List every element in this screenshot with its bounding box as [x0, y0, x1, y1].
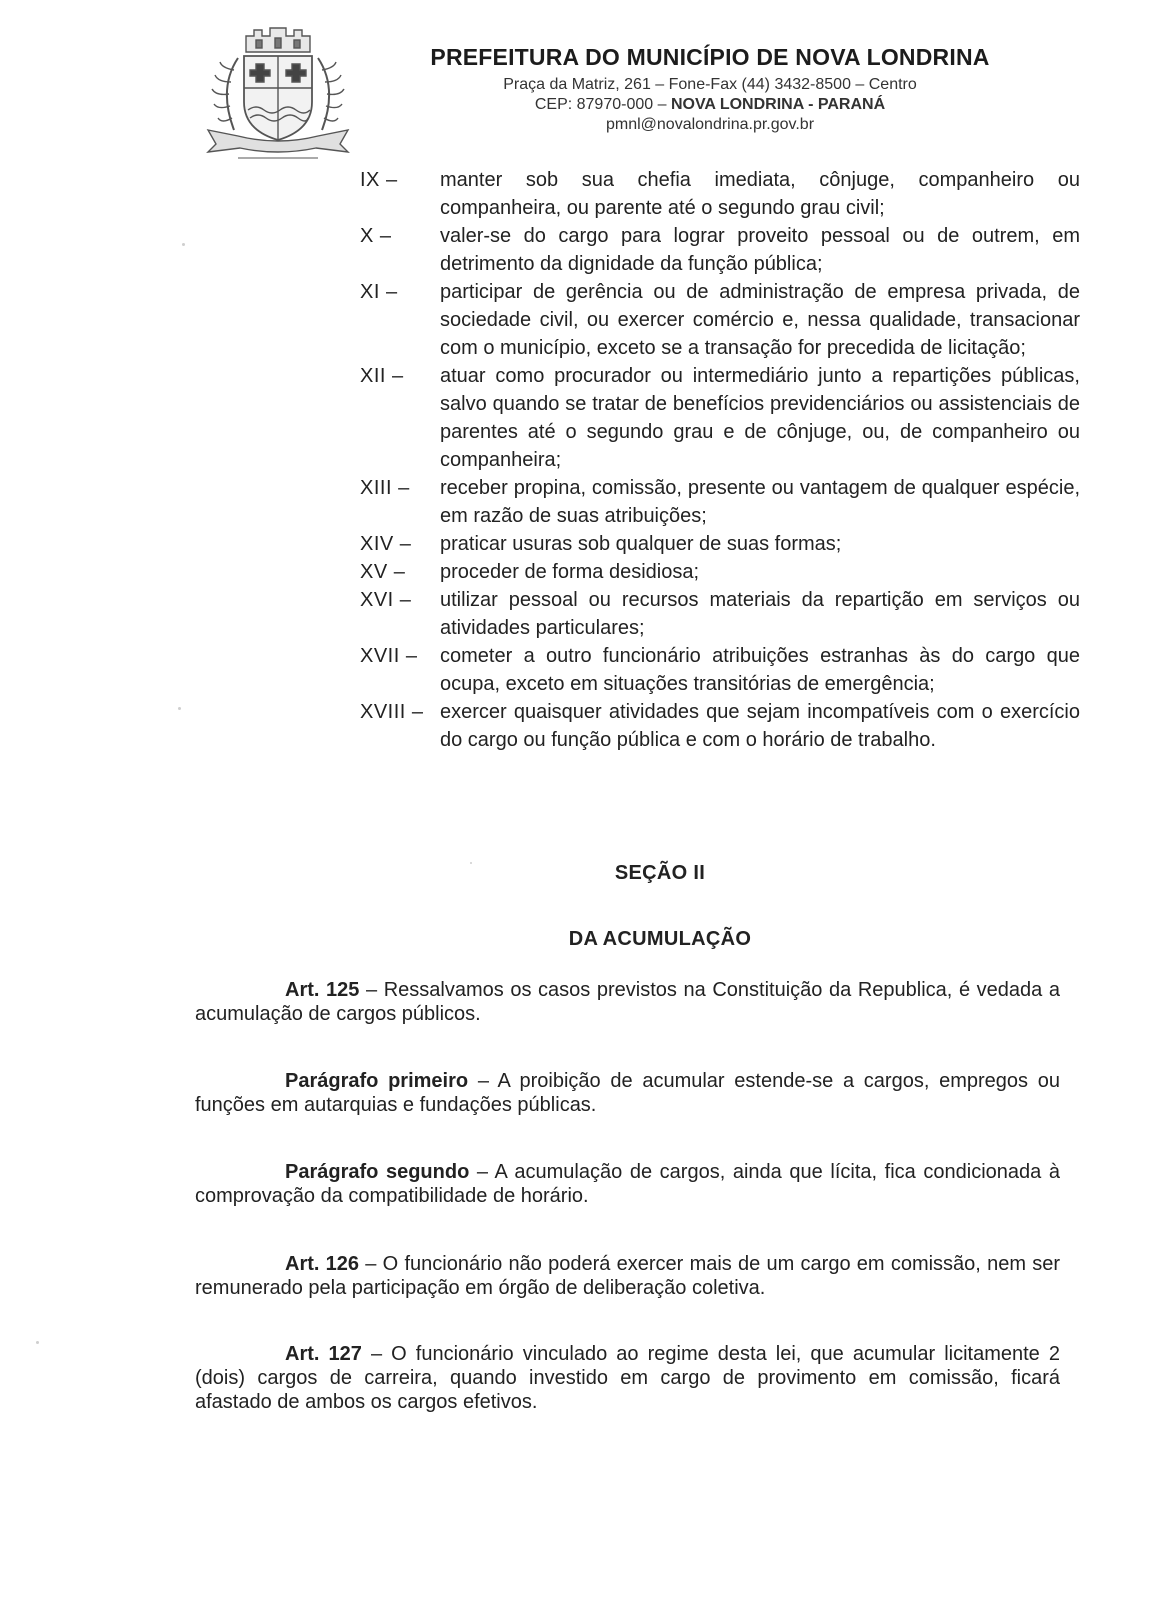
item-text: praticar usuras sob qualquer de suas formas;: [440, 533, 842, 555]
article-text: – O funcionário não poderá exercer mais de um cargo em comissão, nem ser remunerado pela participação em órgão de deliberação coletiva.: [195, 1253, 1061, 1299]
list-item: [360, 642, 1080, 698]
email-line: pmnl@novalondrina.pr.gov.br: [605, 116, 815, 133]
paragraph-label: Parágrafo segundo: [285, 1161, 470, 1183]
section-name: DA ACUMULAÇÃO: [568, 928, 752, 950]
paragraph-text: – A proibição de acumular estende-se a cargos, empregos ou funções em autarquias e fundações públicas.: [195, 1070, 1060, 1116]
item-text: manter sob sua chefia imediata, cônjuge, companheiro ou companheira, ou parente até o segundo grau civil;: [440, 169, 1080, 219]
item-text: atuar como procurador ou intermediário junto a repartições públicas, salvo quando se tratar de benefícios previdenciários ou assistenciais de parentes até o segundo grau e de cônjuge, ou, de companheiro ou companheira;: [440, 365, 1080, 471]
item-number: XII –: [360, 365, 404, 387]
item-number: IX –: [360, 169, 398, 191]
item-number: XIII –: [360, 477, 410, 499]
article-text: – O funcionário vinculado ao regime desta lei, que acumular licitamente 2 (dois) cargos de carreira, quando investido em cargo de provimento em comissão, ficará afastado de ambos os cargos efetivos.: [195, 1343, 1060, 1413]
list-item: [360, 222, 1080, 278]
list-item: [360, 166, 1080, 222]
item-text: utilizar pessoal ou recursos materiais da repartição em serviços ou atividades particulares;: [440, 589, 1080, 639]
item-text: exercer quaisquer atividades que sejam incompatíveis com o exercício do cargo ou função pública e com o horário de trabalho.: [440, 701, 1080, 751]
article-126: [195, 1252, 1060, 1300]
list-item: [360, 278, 1080, 362]
item-number: XVI –: [360, 589, 412, 611]
municipal-coat-of-arms: [198, 18, 358, 163]
item-number: XI –: [360, 281, 398, 303]
article-text: – Ressalvamos os casos previstos na Constituição da Republica, é vedada a acumulação de cargos públicos.: [195, 979, 1060, 1025]
municipality-title: PREFEITURA DO MUNICÍPIO DE NOVA LONDRINA: [430, 44, 990, 70]
list-item: [360, 530, 1080, 558]
paragraph-text: – A acumulação de cargos, ainda que lícita, fica condicionada à comprovação da compatibilidade de horário.: [195, 1161, 1060, 1207]
scan-speck: [36, 1341, 39, 1344]
list-item: [360, 698, 1080, 754]
article-label: Art. 127: [285, 1343, 362, 1365]
scan-speck: [470, 862, 472, 864]
item-number: XVII –: [360, 645, 418, 667]
letterhead: [360, 44, 1060, 135]
paragraph-second: [195, 1160, 1060, 1208]
address-line: Praça da Matriz, 261 – Fone-Fax (44) 3432-8500 – Centro: [503, 76, 917, 93]
item-number: XVIII –: [360, 701, 424, 723]
item-text: proceder de forma desidiosa;: [440, 561, 700, 583]
item-text: receber propina, comissão, presente ou vantagem de qualquer espécie, em razão de suas atribuições;: [440, 477, 1080, 527]
list-item: [360, 558, 1080, 586]
item-text: participar de gerência ou de administração de empresa privada, de sociedade civil, ou exercer comércio e, nessa qualidade, transacionar com o município, exceto se a transação for precedida de licitação;: [440, 281, 1080, 359]
scan-speck: [182, 243, 185, 246]
list-item: [360, 362, 1080, 474]
list-item: [360, 586, 1080, 642]
article-127: [195, 1342, 1060, 1414]
cep-prefix: CEP: 87970-000 –: [534, 96, 671, 113]
city-state: NOVA LONDRINA - PARANÁ: [670, 96, 886, 113]
article-label: Art. 125: [285, 979, 360, 1001]
article-125: [195, 978, 1060, 1026]
scan-speck: [178, 707, 181, 710]
prohibition-list: [360, 166, 1080, 754]
cep-line: [360, 95, 1060, 115]
list-item: [360, 474, 1080, 530]
item-text: valer-se do cargo para lograr proveito pessoal ou de outrem, em detrimento da dignidade da função pública;: [440, 225, 1080, 275]
article-label: Art. 126: [285, 1253, 360, 1275]
item-number: XV –: [360, 561, 406, 583]
item-number: XIV –: [360, 533, 412, 555]
paragraph-first: [195, 1069, 1060, 1117]
paragraph-label: Parágrafo primeiro: [285, 1070, 469, 1092]
section-number: SEÇÃO II: [614, 862, 706, 884]
item-text: cometer a outro funcionário atribuições estranhas às do cargo que ocupa, exceto em situações transitórias de emergência;: [440, 645, 1080, 695]
item-number: X –: [360, 225, 392, 247]
